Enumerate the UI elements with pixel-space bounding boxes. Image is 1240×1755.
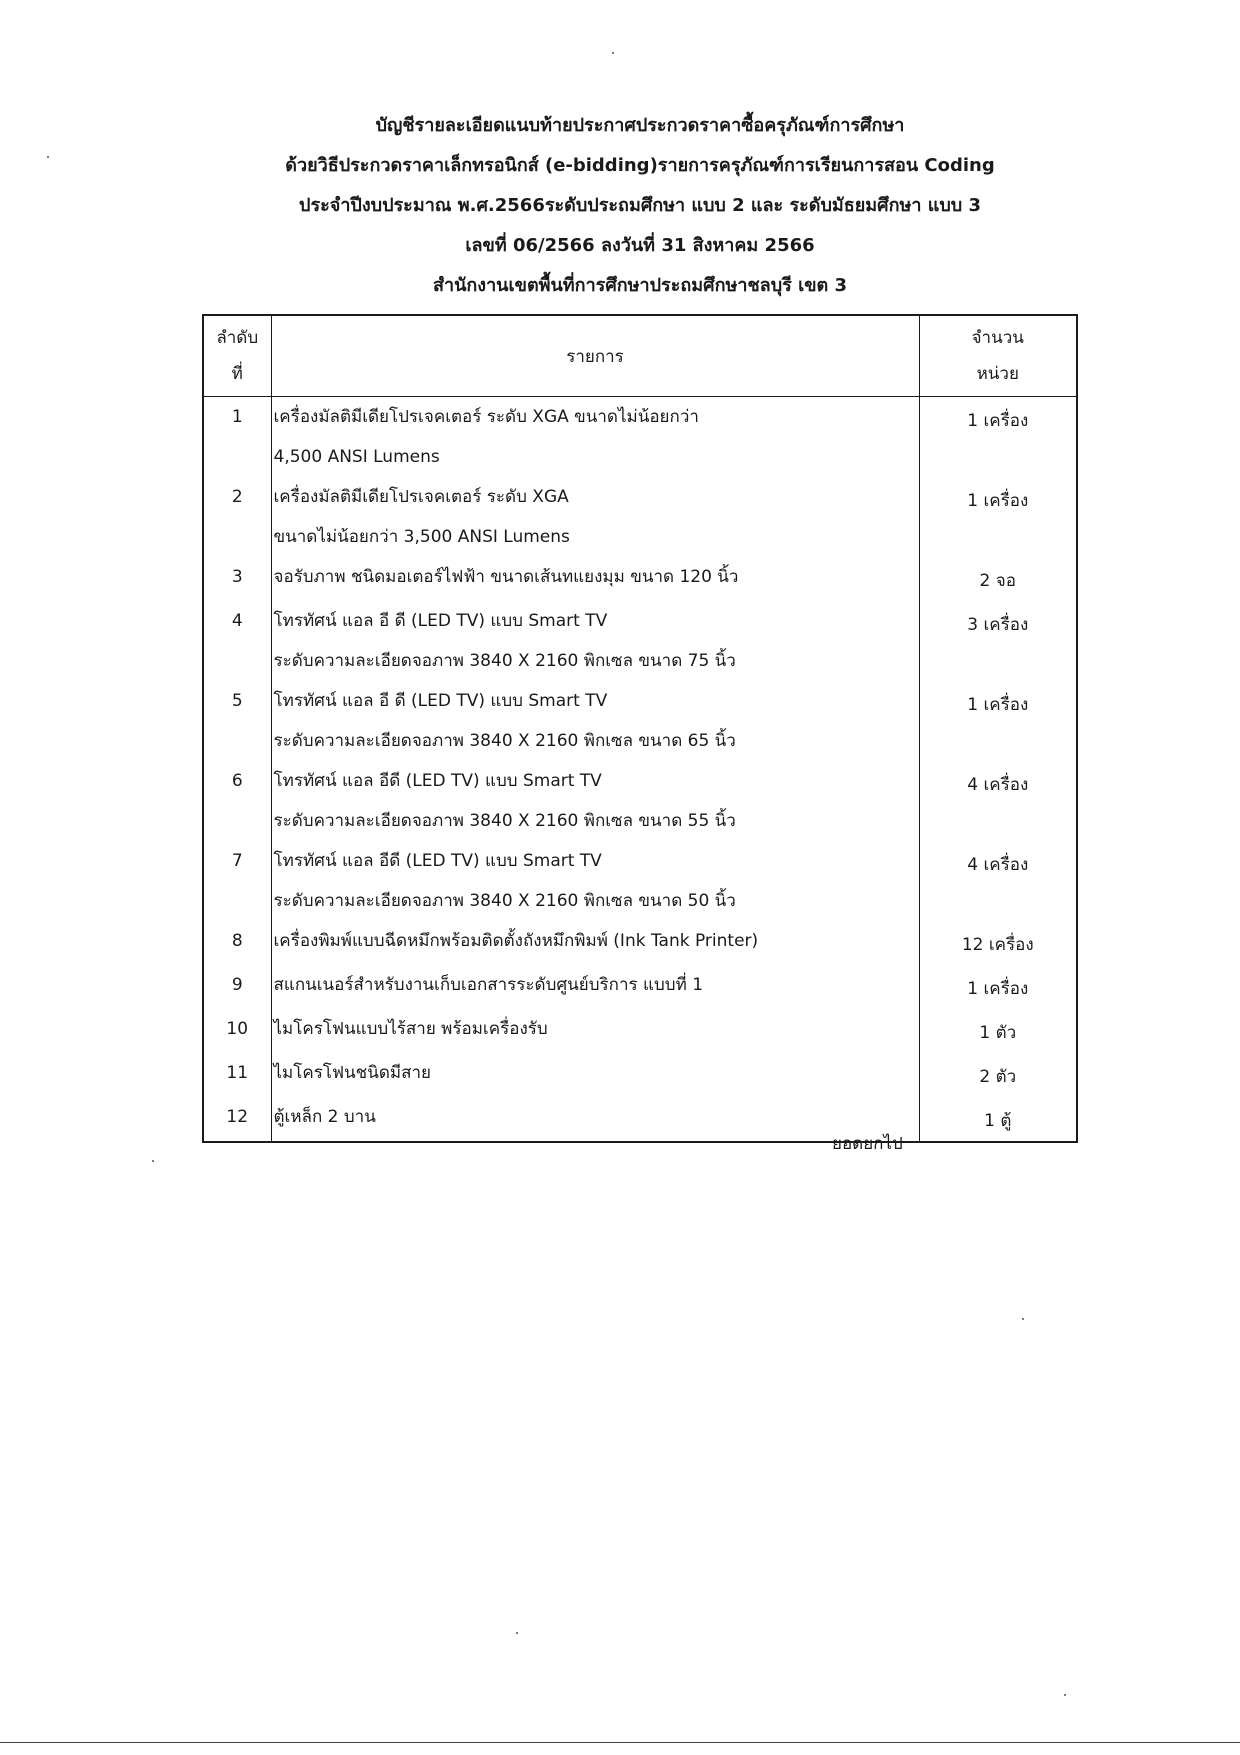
row-quantity: 1 ตู้ — [919, 1097, 1077, 1142]
row-description-line: โทรทัศน์ แอล อี ดี (LED TV) แบบ Smart TV — [273, 611, 608, 631]
row-description — [271, 1097, 919, 1142]
row-description-line: เครื่องพิมพ์แบบฉีดหมึกพร้อมติดตั้งถังหมึกพิมพ์ (Ink Tank Printer) — [273, 931, 759, 951]
table-row — [203, 761, 1077, 841]
header-order-number — [203, 315, 271, 397]
row-description-line: ตู้เหล็ก 2 บาน — [273, 1107, 376, 1127]
row-number: 1 — [203, 397, 271, 478]
scan-speck — [612, 52, 614, 54]
table-row — [203, 841, 1077, 921]
row-description-line: ระดับความละเอียดจอภาพ 3840 X 2160 พิกเซล ขนาด 50 นิ้ว — [273, 891, 736, 911]
document-header — [200, 106, 1080, 306]
row-number: 11 — [203, 1053, 271, 1097]
header-title-line-3: ประจำปีงบประมาณ พ.ศ.2566ระดับประถมศึกษา แบบ 2 และ ระดับมัธยมศึกษา แบบ 3 — [299, 195, 981, 216]
row-description-line: สแกนเนอร์สำหรับงานเก็บเอกสารระดับศูนย์บริการ แบบที่ 1 — [273, 975, 704, 995]
table-row — [203, 921, 1077, 965]
scan-speck — [152, 1160, 154, 1162]
header-quantity-unit — [919, 315, 1077, 397]
header-unit-label: หน่วย — [976, 364, 1019, 384]
row-quantity: 1 ตัว — [919, 1009, 1077, 1053]
carry-forward-label: ยอดยกไป — [832, 1134, 903, 1154]
row-description — [271, 557, 919, 601]
row-number: 12 — [203, 1097, 271, 1142]
row-description — [271, 1009, 919, 1053]
row-quantity: 2 ตัว — [919, 1053, 1077, 1097]
row-description — [271, 965, 919, 1009]
row-number: 7 — [203, 841, 271, 921]
row-description — [271, 841, 919, 921]
header-order-label-2: ที่ — [231, 364, 243, 384]
table-row — [203, 601, 1077, 681]
header-title-line-1: บัญชีรายละเอียดแนบท้ายประกาศประกวดราคาซื้อครุภัณฑ์การศึกษา — [375, 115, 905, 136]
row-description — [271, 397, 919, 478]
table-row — [203, 681, 1077, 761]
row-number: 8 — [203, 921, 271, 965]
row-description-line: โทรทัศน์ แอล อี ดี (LED TV) แบบ Smart TV — [273, 691, 608, 711]
row-description — [271, 761, 919, 841]
row-description — [271, 1053, 919, 1097]
row-description-line: โทรทัศน์ แอล อีดี (LED TV) แบบ Smart TV — [273, 771, 602, 791]
row-description-line: จอรับภาพ ชนิดมอเตอร์ไฟฟ้า ขนาดเส้นทแยงมุม ขนาด 120 นิ้ว — [273, 567, 739, 587]
header-quantity-label: จำนวน — [971, 328, 1024, 348]
header-office-line: สำนักงานเขตพื้นที่การศึกษาประถมศึกษาชลบุรี เขต 3 — [432, 275, 848, 296]
scan-speck — [1022, 1318, 1024, 1320]
row-description — [271, 477, 919, 557]
row-quantity: 1 เครื่อง — [919, 477, 1077, 557]
header-order-label-1: ลำดับ — [216, 328, 259, 348]
row-quantity: 1 เครื่อง — [919, 965, 1077, 1009]
row-description-line: ระดับความละเอียดจอภาพ 3840 X 2160 พิกเซล ขนาด 65 นิ้ว — [273, 731, 736, 751]
items-table — [202, 314, 1078, 1143]
row-description-line: โทรทัศน์ แอล อีดี (LED TV) แบบ Smart TV — [273, 851, 602, 871]
row-number: 5 — [203, 681, 271, 761]
scan-speck — [1064, 1694, 1066, 1696]
row-description-line: ระดับความละเอียดจอภาพ 3840 X 2160 พิกเซล ขนาด 55 นิ้ว — [273, 811, 736, 831]
row-quantity: 1 เครื่อง — [919, 681, 1077, 761]
row-description — [271, 921, 919, 965]
row-number: 3 — [203, 557, 271, 601]
row-number: 2 — [203, 477, 271, 557]
row-description — [271, 681, 919, 761]
row-number: 9 — [203, 965, 271, 1009]
scan-speck — [47, 156, 49, 158]
table-header-row — [203, 315, 1077, 397]
row-quantity: 4 เครื่อง — [919, 761, 1077, 841]
row-quantity: 2 จอ — [919, 557, 1077, 601]
row-number: 4 — [203, 601, 271, 681]
header-reference-line: เลขที่ 06/2566 ลงวันที่ 31 สิงหาคม 2566 — [465, 235, 815, 256]
row-quantity: 12 เครื่อง — [919, 921, 1077, 965]
header-item-description: รายการ — [271, 315, 919, 397]
table-body — [203, 397, 1077, 1143]
scan-edge-line — [0, 1742, 1240, 1743]
table-row — [203, 557, 1077, 601]
table-row — [203, 477, 1077, 557]
row-quantity: 4 เครื่อง — [919, 841, 1077, 921]
row-description-line: ไมโครโฟนชนิดมีสาย — [273, 1063, 431, 1083]
table-row — [203, 965, 1077, 1009]
row-description-line: ขนาดไม่น้อยกว่า 3,500 ANSI Lumens — [273, 527, 570, 547]
row-description-line: เครื่องมัลติมีเดียโปรเจคเตอร์ ระดับ XGA — [273, 487, 569, 507]
row-description-line: ไมโครโฟนแบบไร้สาย พร้อมเครื่องรับ — [273, 1019, 548, 1039]
table-row — [203, 1053, 1077, 1097]
row-description — [271, 601, 919, 681]
row-quantity: 1 เครื่อง — [919, 397, 1077, 478]
table-row — [203, 1009, 1077, 1053]
scan-speck — [516, 1632, 518, 1634]
table-row — [203, 397, 1077, 478]
row-quantity: 3 เครื่อง — [919, 601, 1077, 681]
header-title-line-2: ด้วยวิธีประกวดราคาเล็กทรอนิกส์ (e-bidding)รายการครุภัณฑ์การเรียนการสอน Coding — [285, 155, 995, 176]
row-description-line: เครื่องมัลติมีเดียโปรเจคเตอร์ ระดับ XGA ขนาดไม่น้อยกว่า — [273, 407, 699, 427]
row-description-line: ระดับความละเอียดจอภาพ 3840 X 2160 พิกเซล ขนาด 75 นิ้ว — [273, 651, 736, 671]
row-number: 10 — [203, 1009, 271, 1053]
row-description-line: 4,500 ANSI Lumens — [273, 447, 440, 467]
row-number: 6 — [203, 761, 271, 841]
table-row — [203, 1097, 1077, 1142]
